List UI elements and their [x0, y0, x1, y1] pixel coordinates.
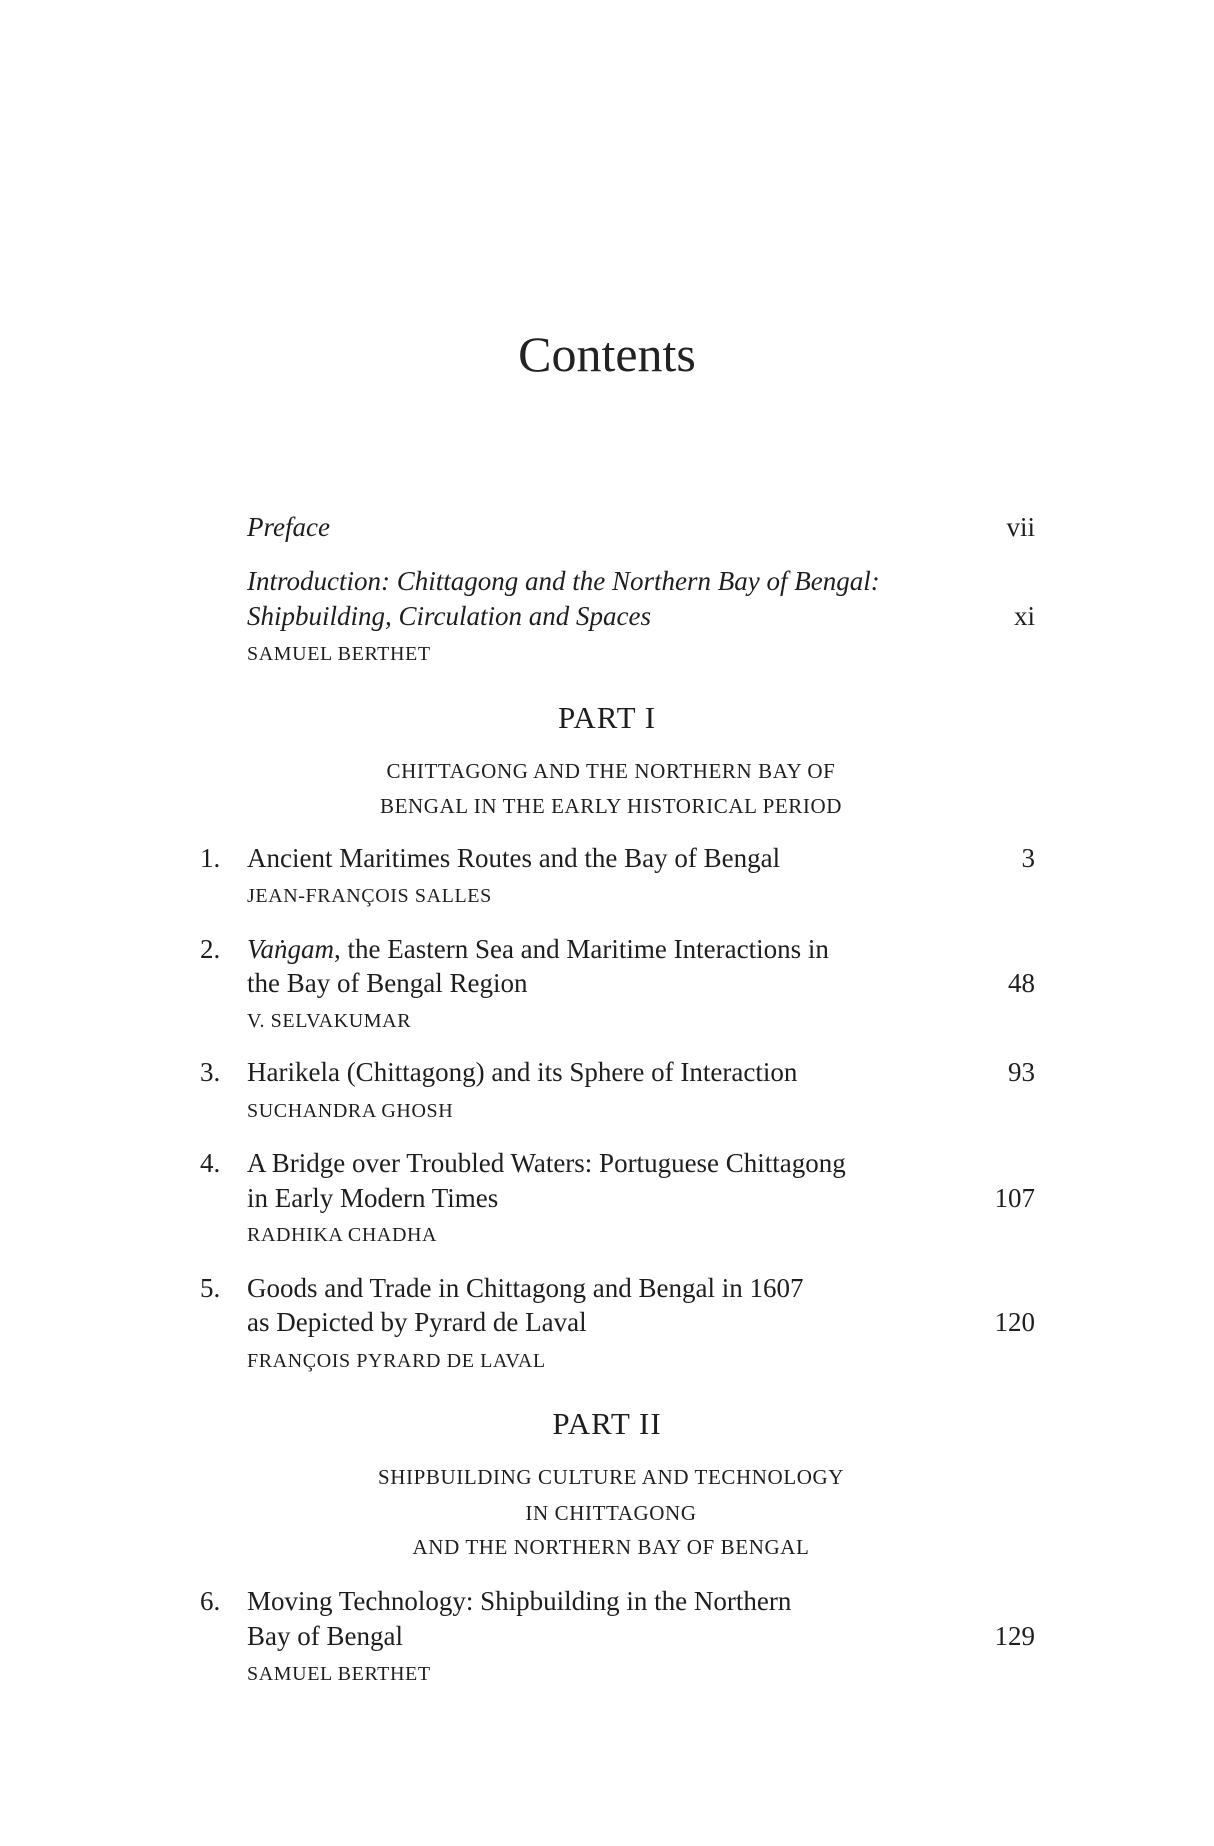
page-number: vii: [1006, 512, 1035, 542]
entry-author: V. SELVAKUMAR: [247, 1010, 412, 1032]
entry-title-line: Shipbuilding, Circulation and Spaces: [247, 601, 651, 631]
part-label: PART I: [557, 700, 657, 735]
part-subtitle-line: BENGAL IN THE EARLY HISTORICAL PERIOD: [379, 794, 843, 818]
entry-author: SAMUEL BERTHET: [247, 1663, 431, 1685]
chapter-number: 6.: [200, 1586, 221, 1616]
entry-title-line: Goods and Trade in Chittagong and Bengal in 1607: [247, 1273, 804, 1303]
chapter-number: 4.: [200, 1148, 221, 1178]
entry-title-rest: , the Eastern Sea and Maritime Interactions in: [334, 934, 829, 964]
page-number: 129: [994, 1621, 1035, 1651]
page-number: xi: [1013, 601, 1035, 631]
page-number: 93: [1008, 1057, 1035, 1087]
chapter-number: 5.: [200, 1273, 221, 1303]
entry-title-line: Introduction: Chittagong and the Northern Bay of Bengal:: [247, 566, 880, 596]
chapter-number: 1.: [200, 843, 221, 873]
entry-title-line: the Bay of Bengal Region: [247, 968, 528, 998]
entry-title-line: in Early Modern Times: [247, 1183, 499, 1213]
chapter-number: 2.: [200, 934, 221, 964]
entry-author: JEAN-FRANÇOIS SALLES: [247, 885, 492, 907]
page-title: Contents: [518, 326, 696, 382]
entry-author: FRANÇOIS PYRARD DE LAVAL: [247, 1350, 546, 1372]
part-label: PART II: [552, 1406, 662, 1441]
page-number: 120: [994, 1307, 1035, 1337]
chapter-number: 3.: [200, 1057, 221, 1087]
page-number: 3: [1021, 843, 1035, 873]
part-subtitle-line: CHITTAGONG AND THE NORTHERN BAY OF: [386, 759, 836, 783]
entry-title-line: as Depicted by Pyrard de Laval: [247, 1307, 587, 1337]
entry-title-line: Bay of Bengal: [247, 1621, 403, 1651]
entry-title-line: [247, 932, 829, 966]
entry-title-line: Ancient Maritimes Routes and the Bay of Bengal: [247, 843, 781, 873]
entry-author: RADHIKA CHADHA: [247, 1224, 438, 1246]
part-subtitle-line: IN CHITTAGONG: [525, 1501, 697, 1525]
part-subtitle-line: SHIPBUILDING CULTURE AND TECHNOLOGY: [377, 1465, 845, 1489]
page-number: 107: [994, 1183, 1035, 1213]
entry-author: SUCHANDRA GHOSH: [247, 1100, 454, 1122]
part-subtitle-line: AND THE NORTHERN BAY OF BENGAL: [412, 1535, 810, 1559]
entry-title-line: Moving Technology: Shipbuilding in the Northern: [247, 1586, 792, 1616]
entry-title: Preface: [247, 512, 330, 542]
entry-title-line: Harikela (Chittagong) and its Sphere of Interaction: [247, 1057, 798, 1087]
entry-author: SAMUEL BERTHET: [247, 643, 431, 665]
page-number: 48: [1008, 968, 1035, 998]
entry-title-line: A Bridge over Troubled Waters: Portuguese Chittagong: [247, 1148, 846, 1178]
entry-title-italic: Vaṅgam: [247, 934, 334, 964]
